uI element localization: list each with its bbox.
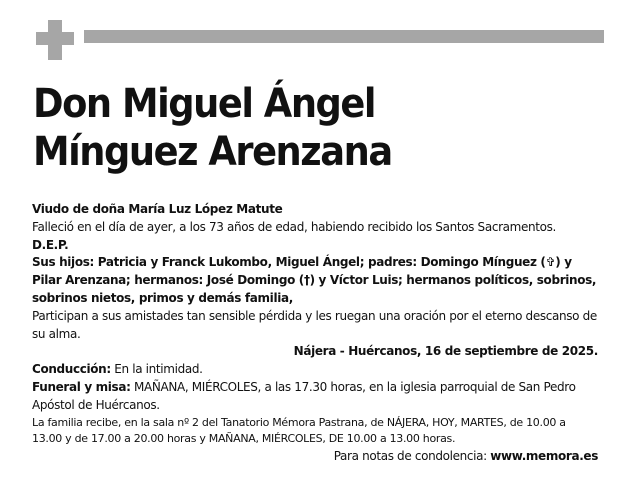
condolence-line — [32, 448, 598, 466]
funeral-text: MAÑANA, MIÉRCOLES, a las 17.30 horas, en la iglesia parroquial de San Pedro Apóstol de Huércanos. — [32, 379, 576, 412]
header-rule — [84, 30, 604, 43]
dep-line: D.E.P. — [32, 237, 69, 252]
name-line-2: Mínguez Arenzana — [33, 129, 392, 175]
obituary-body — [32, 201, 598, 466]
widow-line: Viudo de doña María Luz López Matute — [32, 202, 283, 216]
family-paragraph: Sus hijos: Patricia y Franck Lukombo, Miguel Ángel; padres: Domingo Mínguez (✞) y Pilar Arenzana; hermanos: José Domingo (†) y Víctor Luis; hermanos políticos, sobrinos, sobrinos nietos, primos y demás familia, — [32, 255, 597, 305]
name-line-1: Don Miguel Ángel — [33, 81, 376, 127]
family-receives: La familia recibe, en la sala nº 2 del Tanatorio Mémora Pastrana, de NÁJERA, HOY, MARTES, de 10.00 a 13.00 y de 17.00 a 20.00 horas y MAÑANA, MIÉRCOLES, DE 10.00 a 13.00 horas. — [32, 415, 566, 446]
header-band — [36, 20, 604, 58]
conduction-label: Conducción: — [32, 362, 111, 377]
latin-cross-icon — [36, 20, 76, 60]
request-paragraph: Participan a sus amistades tan sensible pérdida y les ruegan una oración por el eterno descanso de su alma. — [32, 308, 597, 341]
place-date: Nájera - Huércanos, 16 de septiembre de 2025. — [293, 344, 598, 359]
condolence-label: Para notas de condolencia: — [333, 448, 491, 463]
death-line: Falleció en el día de ayer, a los 73 años de edad, habiendo recibido los Santos Sacramentos. — [32, 219, 556, 234]
funeral-label: Funeral y misa: — [32, 379, 131, 394]
conduction-line — [32, 361, 598, 379]
funeral-line — [32, 379, 598, 415]
conduction-text: En la intimidad. — [110, 362, 203, 377]
condolence-url[interactable]: www.memora.es — [490, 448, 598, 463]
deceased-name — [33, 80, 392, 176]
